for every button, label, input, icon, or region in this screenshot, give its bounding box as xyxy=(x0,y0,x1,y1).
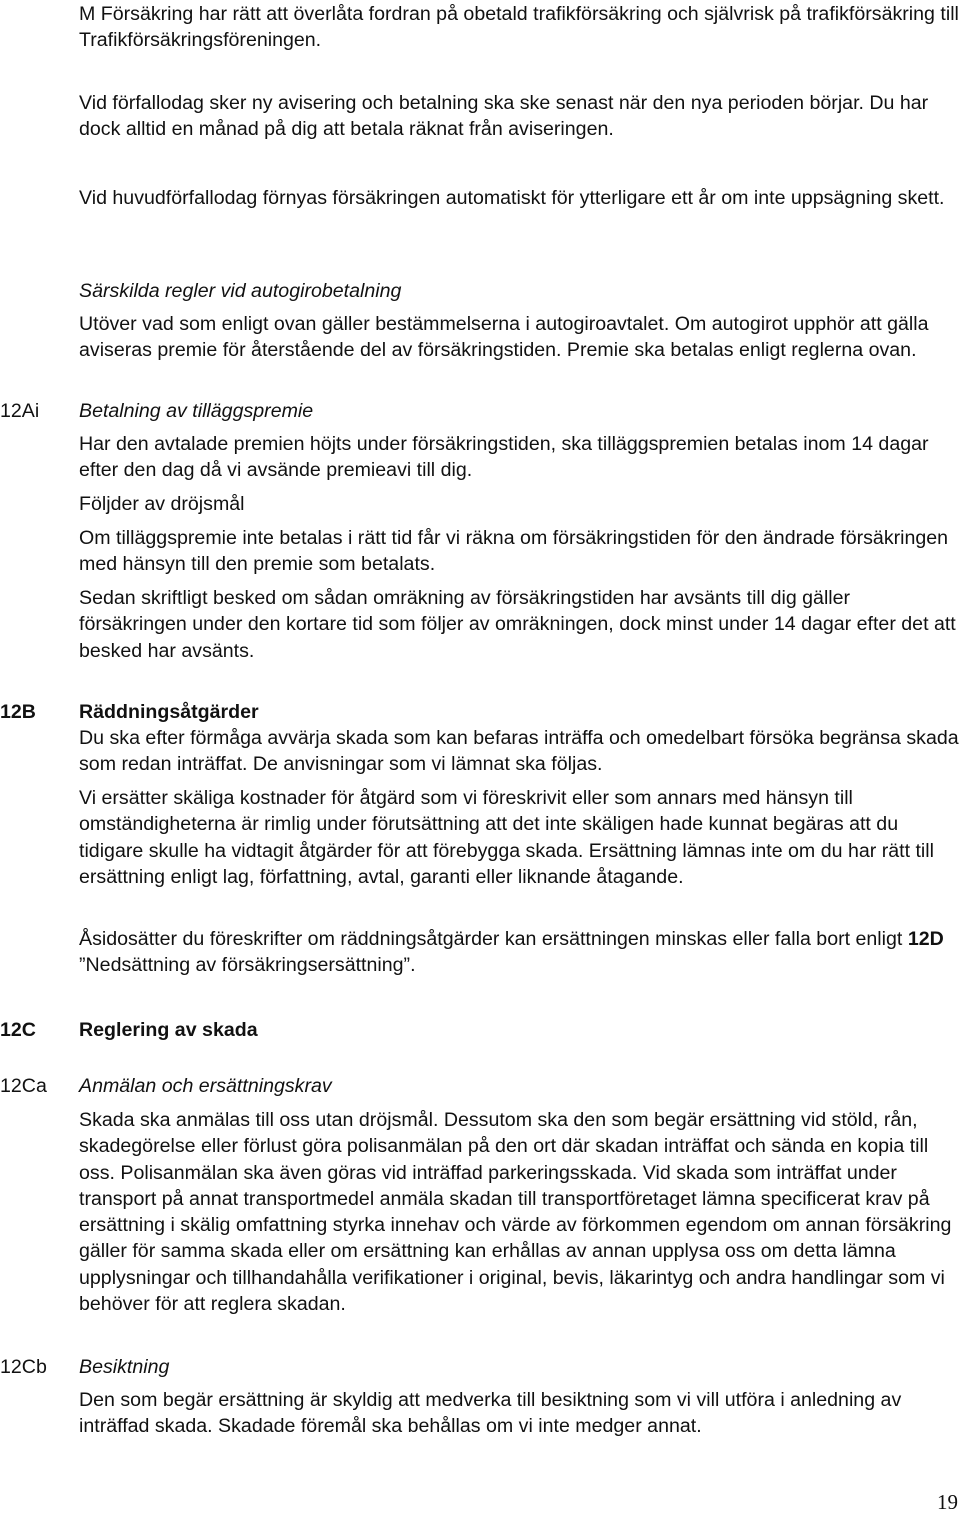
paragraph-inspection: Den som begär ersättning är skyldig att medverka till besiktning som vi vill utföra i anledning av inträffad skada. Skadade föremål ska behållas om vi inte medger annat. xyxy=(79,1389,902,1438)
reference-12D: 12D xyxy=(907,928,944,950)
paragraph-renewal: Vid huvudförfallodag förnyas försäkringen automatiskt för ytterligare ett år om inte uppsägning skett. xyxy=(79,187,945,209)
paragraph-reasonable-costs: Vi ersätter skäliga kostnader för åtgärd som vi föreskrivit eller som annars med hänsyn till omständigheterna är rimlig under förutsättning att det inte skäligen hade kunnat begäras att du tidigare skulle ha vidtagit åtgärder för att förebygga skada. Ersättning lämnas inte om du har rätt till ersättning enligt lag, författning, avtal, garanti eller liknande åtagande. xyxy=(79,787,934,888)
rescue-neglect-text-b: ”Nedsättning av försäkringsersättning”. xyxy=(79,954,416,977)
subheading-delay-consequences: Följder av dröjsmål xyxy=(79,493,245,515)
section-number-12C: 12C xyxy=(0,1019,36,1041)
heading-rescue-measures: Räddningsåtgärder xyxy=(79,701,259,723)
heading-inspection: Besiktning xyxy=(79,1356,170,1378)
heading-additional-premium: Betalning av tilläggspremie xyxy=(79,400,314,422)
section-number-12B: 12B xyxy=(0,701,36,723)
paragraph-additional-premium: Har den avtalade premien höjts under försäkringstiden, ska tilläggspremien betalas inom 14 dagar efter den dag då vi avsände premieavi till dig. xyxy=(79,433,929,482)
section-number-12Cb: 12Cb xyxy=(0,1356,47,1378)
heading-claims-settlement: Reglering av skada xyxy=(79,1019,258,1041)
paragraph-notification: Skada ska anmälas till oss utan dröjsmål. Dessutom ska den som begär ersättning vid stöld, rån, skadegörelse eller förlust göra polisanmälan på den ort där skadan inträffat och sända en kopia till oss. Polisanmälan ska även göras vid inträffad parkeringsskada. Vid skada som inträffat under transport på annat transportmedel anmäla skadan till transportföretaget lämna specificerat krav på ersättning i skälig omfattning styrka innehav och värde av förkommen egendom om annan försäkring gäller för samma skada eller om ersättning kan erhållas av annan upplysa oss om detta lämna upplysningar och tillhandahålla verifikationer i original, bevis, läkarintyg och andra handlingar som vi behöver för att reglera skadan. xyxy=(79,1109,952,1316)
heading-notification: Anmälan och ersättningskrav xyxy=(79,1075,332,1097)
paragraph-traffic-insurance: M Försäkring har rätt att överlåta fordran på obetald trafikförsäkring och självrisk på trafikförsäkring till Trafikförsäkringsföreningen. xyxy=(79,3,959,52)
paragraph-rescue-measures: Du ska efter förmåga avvärja skada som kan befaras inträffa och omedelbart försöka begränsa skada som redan inträffat. De anvisningar som vi lämnat ska följas. xyxy=(79,727,959,776)
page-number: 19 xyxy=(937,1490,958,1514)
paragraph-autogiro: Utöver vad som enligt ovan gäller bestämmelserna i autogiroavtalet. Om autogirot upphör att gälla aviseras premie för återstående del av försäkringstiden. Premie ska betalas enligt reglerna ovan. xyxy=(79,313,929,362)
rescue-neglect-text-a: Åsidosätter du föreskrifter om räddningsåtgärder kan ersättningen minskas eller falla bort enligt xyxy=(79,928,908,950)
paragraph-due-date: Vid förfallodag sker ny avisering och betalning ska ske senast när den nya perioden börjar. Du har dock alltid en månad på dig att betala räknat från aviseringen. xyxy=(79,92,929,141)
heading-autogiro: Särskilda regler vid autogirobetalning xyxy=(79,280,402,302)
paragraph-rescue-neglect xyxy=(79,926,959,979)
paragraph-delay-consequences: Om tilläggspremie inte betalas i rätt tid får vi räkna om försäkringstiden för den ändrade försäkringen med hänsyn till den premie som betalats. xyxy=(79,527,949,576)
paragraph-recalculation: Sedan skriftligt besked om sådan omräkning av försäkringstiden har avsänts till dig gäller försäkringen under den kortare tid som följer av omräkningen, dock minst under 14 dagar efter det att besked har avsänts. xyxy=(79,587,956,662)
section-number-12Ai: 12Ai xyxy=(0,400,40,422)
section-number-12Ca: 12Ca xyxy=(0,1075,47,1097)
